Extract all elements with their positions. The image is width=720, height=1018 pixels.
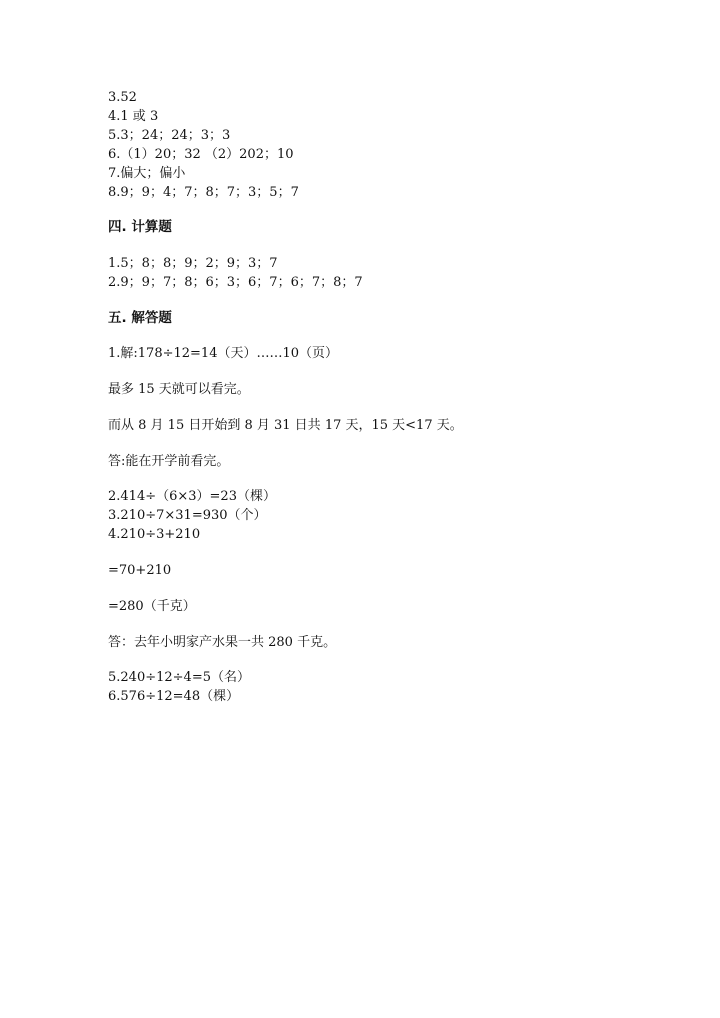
section-heading: 四. 计算题 xyxy=(108,219,172,235)
answer-line: 5.3；24；24；3；3 xyxy=(108,128,231,143)
answer-line: 6.576÷12=48（棵） xyxy=(108,689,240,704)
answer-line: 6.（1）20；32 （2）202；10 xyxy=(108,147,294,162)
answer-line: 答:能在开学前看完。 xyxy=(108,454,230,469)
answer-line: 8.9；9；4；7；8；7；3；5；7 xyxy=(108,185,299,200)
answer-line: =280（千克） xyxy=(108,599,196,614)
answer-line: 答：去年小明家产水果一共 280 千克。 xyxy=(108,635,337,650)
answer-line: =70+210 xyxy=(108,563,172,578)
answer-line: 7.偏大；偏小 xyxy=(108,166,186,181)
answer-line: 1.解:178÷12=14（天）……10（页） xyxy=(108,346,339,361)
answer-line: 而从 8 月 15 日开始到 8 月 31 日共 17 天，15 天<17 天。 xyxy=(108,418,463,433)
answer-line: 4.1 或 3 xyxy=(108,109,159,124)
answer-line: 最多 15 天就可以看完。 xyxy=(108,382,250,397)
answer-line: 2.414÷（6×3）=23（棵） xyxy=(108,489,276,504)
answer-line: 1.5；8；8；9；2；9；3；7 xyxy=(108,256,278,271)
answer-line: 3.52 xyxy=(108,90,137,105)
answer-line: 3.210÷7×31=930（个） xyxy=(108,508,267,523)
section-heading: 五. 解答题 xyxy=(108,310,172,326)
answer-line: 4.210÷3+210 xyxy=(108,527,201,542)
answer-line: 5.240÷12÷4=5（名） xyxy=(108,670,250,685)
answer-line: 2.9；9；7；8；6；3；6；7；6；7；8；7 xyxy=(108,275,363,290)
